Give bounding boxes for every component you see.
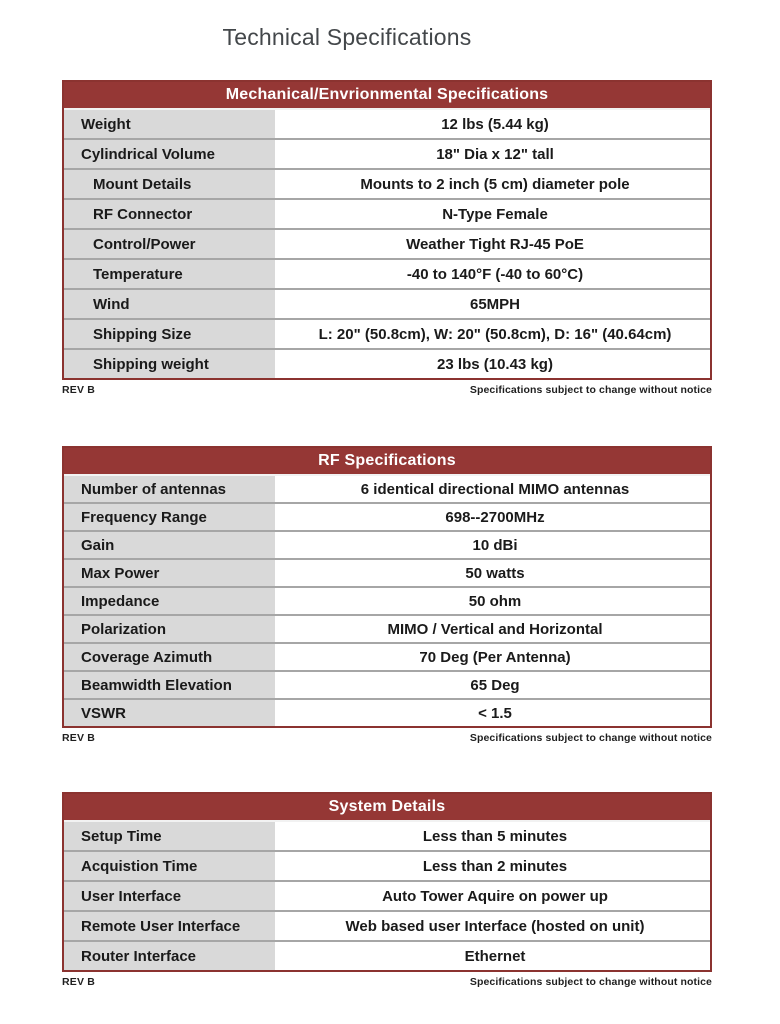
- table-row: [64, 318, 710, 348]
- table-header: RF Specifications: [64, 448, 710, 476]
- spec-label: Mount Details: [64, 170, 275, 198]
- table-row: [64, 138, 710, 168]
- spec-value: MIMO / Vertical and Horizontal: [280, 616, 710, 642]
- spec-value: 70 Deg (Per Antenna): [280, 644, 710, 670]
- table-row: [64, 476, 710, 502]
- spec-label: User Interface: [64, 882, 275, 910]
- spec-value: Less than 2 minutes: [280, 852, 710, 880]
- change-notice: Specifications subject to change without notice: [469, 732, 712, 744]
- spec-value: 50 ohm: [280, 588, 710, 614]
- spec-value: Web based user Interface (hosted on unit): [280, 912, 710, 940]
- spec-value: Auto Tower Aquire on power up: [280, 882, 710, 910]
- spec-label: Acquistion Time: [64, 852, 275, 880]
- table-row: [64, 168, 710, 198]
- spec-label: Control/Power: [64, 230, 275, 258]
- spec-label: Number of antennas: [64, 476, 275, 502]
- table-row: [64, 698, 710, 726]
- spec-value: Mounts to 2 inch (5 cm) diameter pole: [280, 170, 710, 198]
- rev-label: REV B: [62, 976, 96, 988]
- change-notice: Specifications subject to change without notice: [469, 384, 712, 396]
- spec-label: Remote User Interface: [64, 912, 275, 940]
- table-rows: [64, 476, 710, 726]
- table-footer: [62, 384, 712, 396]
- table-row: [64, 502, 710, 530]
- rf-specifications-section: [62, 446, 712, 744]
- table-rows: [64, 822, 710, 970]
- spec-value: 6 identical directional MIMO antennas: [280, 476, 710, 502]
- spec-label: Max Power: [64, 560, 275, 586]
- rf-specifications-table: [62, 446, 712, 728]
- spec-value: 65 Deg: [280, 672, 710, 698]
- table-row: [64, 348, 710, 378]
- spec-label: Impedance: [64, 588, 275, 614]
- spec-label: Weight: [64, 110, 275, 138]
- spec-value: Weather Tight RJ-45 PoE: [280, 230, 710, 258]
- table-rows: [64, 110, 710, 378]
- table-row: [64, 288, 710, 318]
- table-row: [64, 822, 710, 850]
- spec-label: Wind: [64, 290, 275, 318]
- spec-value: 10 dBi: [280, 532, 710, 558]
- table-row: [64, 642, 710, 670]
- system-details-table: [62, 792, 712, 972]
- spec-label: VSWR: [64, 700, 275, 726]
- table-footer: [62, 976, 712, 988]
- page-title-wrap: [0, 24, 694, 51]
- spec-value: Ethernet: [280, 942, 710, 970]
- spec-value: L: 20" (50.8cm), W: 20" (50.8cm), D: 16" (40.64cm): [280, 320, 710, 348]
- spec-value: 698--2700MHz: [280, 504, 710, 530]
- spec-value: 65MPH: [280, 290, 710, 318]
- table-row: [64, 228, 710, 258]
- table-row: [64, 880, 710, 910]
- spec-label: Beamwidth Elevation: [64, 672, 275, 698]
- spec-label: Setup Time: [64, 822, 275, 850]
- table-row: [64, 258, 710, 288]
- spec-label: Temperature: [64, 260, 275, 288]
- table-row: [64, 110, 710, 138]
- spec-value: Less than 5 minutes: [280, 822, 710, 850]
- spec-value: < 1.5: [280, 700, 710, 726]
- spec-label: Shipping weight: [64, 350, 275, 378]
- table-row: [64, 586, 710, 614]
- spec-label: Router Interface: [64, 942, 275, 970]
- mechanical-environmental-section: [62, 80, 712, 396]
- table-row: [64, 940, 710, 970]
- spec-value: 23 lbs (10.43 kg): [280, 350, 710, 378]
- table-footer: [62, 732, 712, 744]
- spec-value: 18" Dia x 12" tall: [280, 140, 710, 168]
- change-notice: Specifications subject to change without notice: [469, 976, 712, 988]
- spec-value: 50 watts: [280, 560, 710, 586]
- table-row: [64, 670, 710, 698]
- spec-label: Shipping Size: [64, 320, 275, 348]
- rev-label: REV B: [62, 732, 96, 744]
- system-details-section: [62, 792, 712, 988]
- table-row: [64, 910, 710, 940]
- table-header: Mechanical/Envrionmental Specifications: [64, 82, 710, 110]
- rev-label: REV B: [62, 384, 96, 396]
- table-header: System Details: [64, 794, 710, 822]
- spec-label: RF Connector: [64, 200, 275, 228]
- spec-label: Coverage Azimuth: [64, 644, 275, 670]
- spec-value: 12 lbs (5.44 kg): [280, 110, 710, 138]
- spec-value: N-Type Female: [280, 200, 710, 228]
- spec-label: Polarization: [64, 616, 275, 642]
- table-row: [64, 850, 710, 880]
- table-row: [64, 530, 710, 558]
- spec-label: Gain: [64, 532, 275, 558]
- spec-value: -40 to 140°F (-40 to 60°C): [280, 260, 710, 288]
- table-row: [64, 614, 710, 642]
- table-row: [64, 198, 710, 228]
- table-row: [64, 558, 710, 586]
- spec-label: Cylindrical Volume: [64, 140, 275, 168]
- page-title: Technical Specifications: [222, 24, 472, 50]
- spec-label: Frequency Range: [64, 504, 275, 530]
- mechanical-environmental-table: [62, 80, 712, 380]
